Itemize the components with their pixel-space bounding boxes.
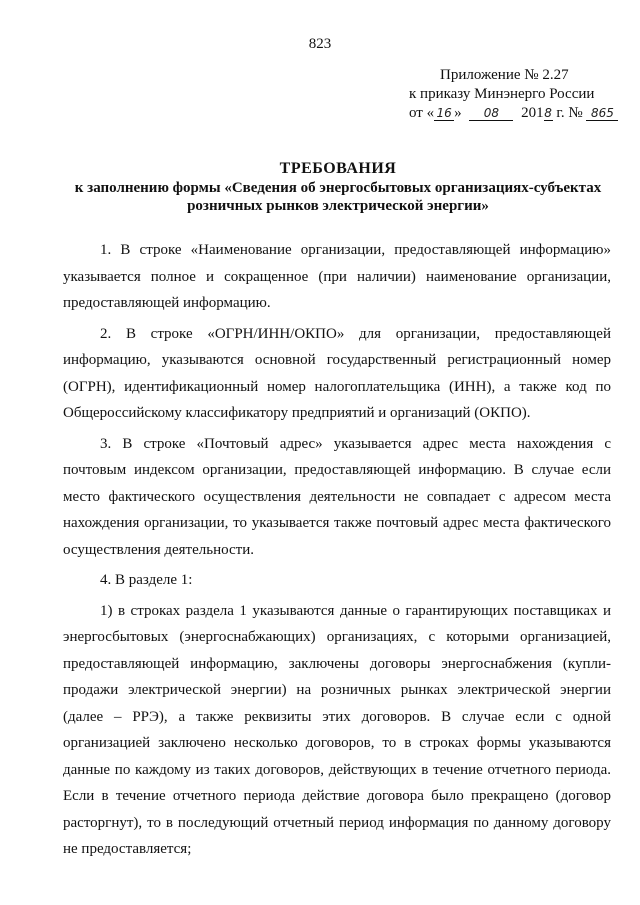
paragraph-1: 1. В строке «Наименование организации, предоставляющей информацию» указывается полное и сокращенное (при наличии) наименование организации, предоставляющей информацию. — [63, 242, 611, 311]
paragraph-2: 2. В строке «ОГРН/ИНН/ОКПО» для организации, предоставляющей информацию, указываются основной государственный регистрационный номер (ОГРН), идентификационный номер налогоплательщика (ИНН), а также код по Общероссийскому классификатору предприятий и организаций (ОКПО). — [63, 325, 611, 421]
handwritten-year-digit: 8 — [544, 106, 552, 120]
handwritten-month: 08 — [469, 106, 513, 121]
appendix-order-reference: к приказу Минэнерго России — [409, 86, 595, 102]
appendix-title: Приложение № 2.27 — [440, 67, 569, 83]
document-title — [40, 160, 636, 215]
page-number: 823 — [308, 36, 332, 52]
document-body — [63, 237, 611, 867]
handwritten-day: 16 — [434, 106, 454, 121]
date-prefix: от « — [409, 105, 435, 121]
date-year-prefix: 201 — [521, 105, 544, 121]
date-mid: » — [454, 105, 462, 121]
handwritten-order-number: 865 — [586, 106, 618, 121]
appendix-header — [409, 66, 624, 123]
paragraph-3: 3. В строке «Почтовый адрес» указывается адрес места нахождения с почтовым индексом организации, предоставляющей информацию. В случае если место фактического осуществления деятельности не совпадает с адресом места нахождения организации, то указывается также почтовый адрес места фактического осуществления деятельности. — [63, 435, 611, 558]
title-subheading: к заполнению формы «Сведения об энергосбытовых организациях-субъектах розничных рынков электрической энергии» — [74, 180, 602, 214]
date-year-suffix: г. № — [556, 105, 583, 121]
title-heading: ТРЕБОВАНИЯ — [279, 160, 397, 177]
paragraph-4: 4. В разделе 1: — [100, 572, 193, 588]
appendix-date-line — [409, 104, 624, 123]
paragraph-4-1: 1) в строках раздела 1 указываются данные о гарантирующих поставщиках и энергосбытовых (энергоснабжающих) организациях, с которыми организацией, предоставляющей информацию, заключены договоры энергоснабжения (купли-продажи электрической энергии) на розничных рынках электрической энергии (далее – РРЭ), а также реквизиты этих договоров. В случае если с одной организацией заключено несколько договоров, то в строках формы указываются данные по каждому из таких договоров, действующих в течение отчетного периода. Если в течение отчетного периода действие договора было прекращено (договор расторгнут), то в последующий отчетный период информация по данному договору не предоставляется; — [63, 602, 611, 857]
